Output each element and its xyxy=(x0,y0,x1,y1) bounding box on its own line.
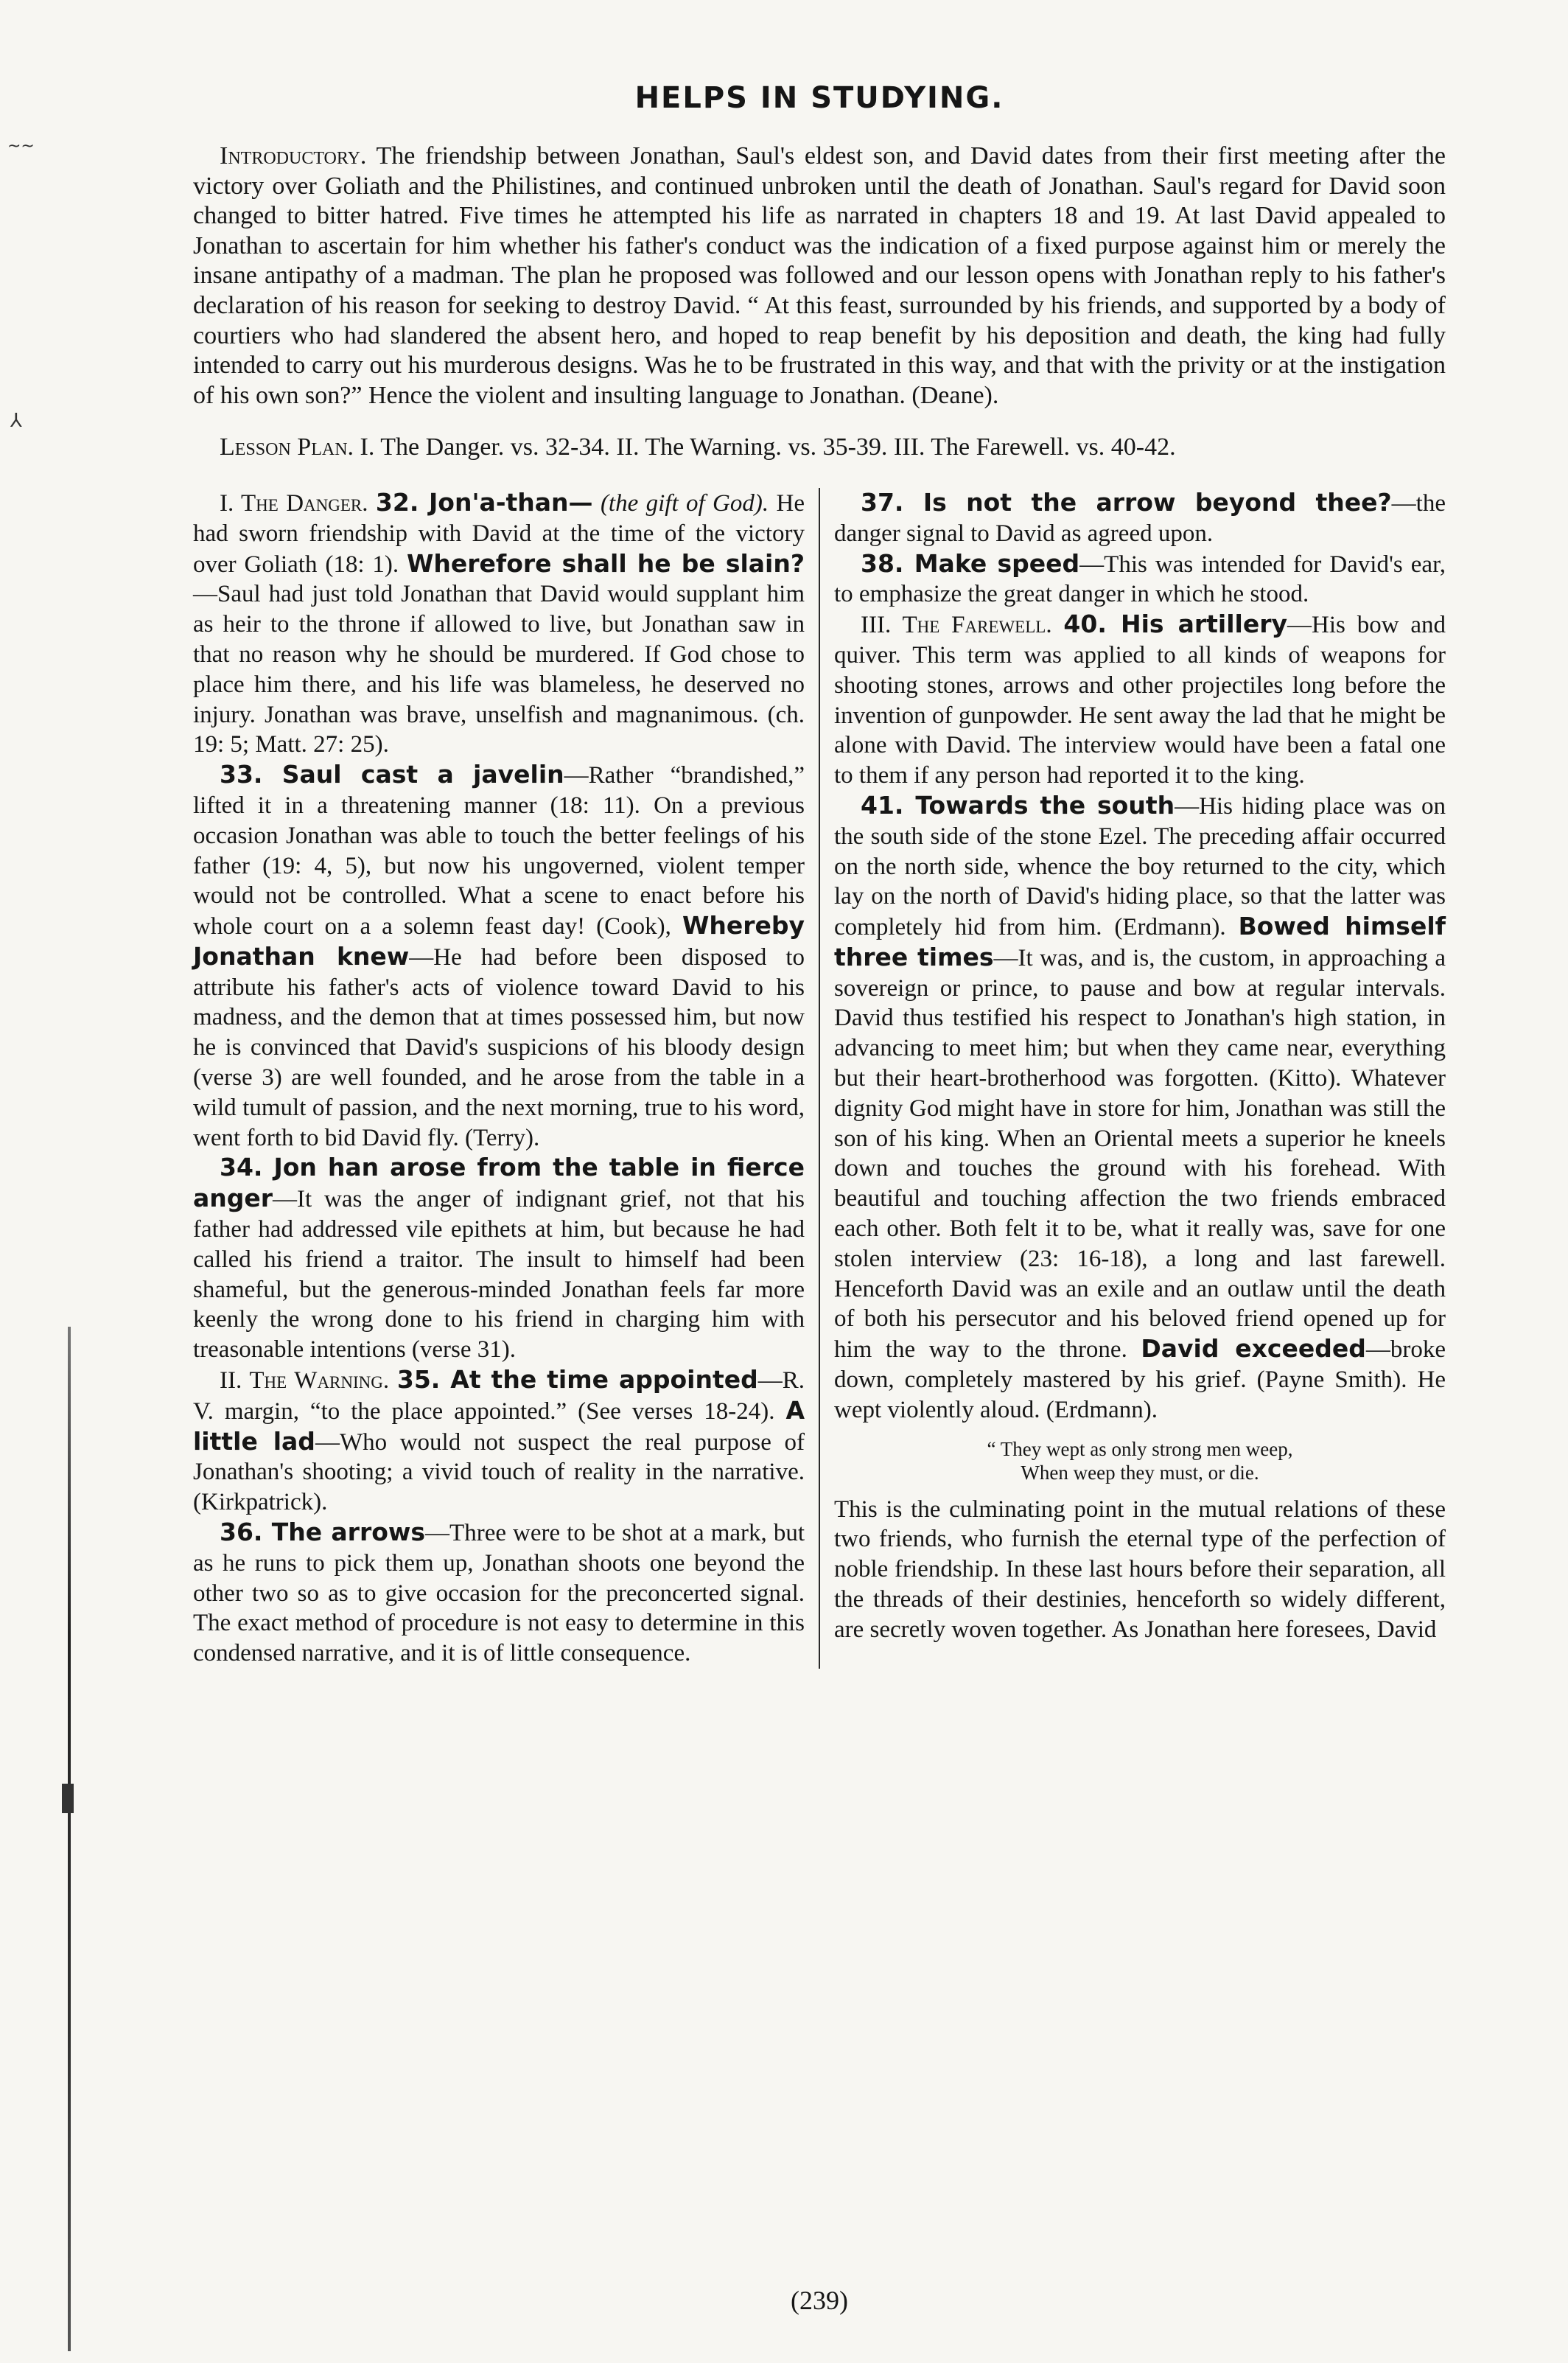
note-text: —Three were to be shot at a mark, but as he runs to pick them up, Jonathan shoots one beyond the other two so as to give occasion for the preconcerted signal. The exact method of procedure is not easy to determine in this condensed narrative, and it is of little consequence. xyxy=(193,1520,805,1667)
headword-slain: Wherefore shall he be slain? xyxy=(406,548,805,578)
poem-line: “ They wept as only strong men weep, xyxy=(987,1437,1293,1460)
note-verse-32 xyxy=(193,488,805,760)
headword-36: 36. The arrows xyxy=(220,1518,426,1547)
headword-exceeded: David exceeded xyxy=(1141,1334,1366,1364)
headword-34: 34. Jon han arose from the table in fierce anger xyxy=(193,1153,805,1213)
note-text: —It was, and is, the custom, in approaching a sovereign or prince, to pause and bow at regular intervals. David thus testified his respect to Jonathan's high station, in advancing to meet him; but when they came near, everything but their heart-brotherhood was forgotten. (Kitto). Whatever dignity God might have in store for him, Jonathan was still the son of his king. When an Oriental meets a superior he kneels down and touches the ground with his forehead. With beautiful and touching affection the two friends embraced each other. Both felt it to be, what it really was, save for one stolen interview (23: 16-18), a long and last farewell. Henceforth David was an exile and an outlaw until the death of both his persecutor and his beloved friend opened up for him the way to the throne. xyxy=(834,944,1446,1364)
lesson-plan-text: I. The Danger. vs. 32-34. II. The Warning. vs. 35-39. III. The Farewell. vs. 40-42. xyxy=(360,433,1176,461)
margin-mark-middle: ⅄ xyxy=(10,410,22,432)
note-text: He had sworn friendship with David at the time of the victory over Goliath (18: 1). xyxy=(193,489,805,578)
note-text: This is the culminating point in the mutual relations of these two friends, who furnish the eternal type of the perfection of noble friendship. In these last hours before their separation, all the threads of their destinies, henceforth so widely different, are secretly woven together. As Jonathan here foresees, David xyxy=(834,1495,1446,1643)
headword-whereby: Whereby Jonathan knew xyxy=(193,911,805,971)
note-text: —His bow and quiver. This term was applied to all kinds of weapons for shooting stones, arrows and other projectiles long before the invention of gunpowder. He sent away the lad that he might be alone with David. The interview would have been a fatal one to them if any person had reported it to the king. xyxy=(834,612,1446,789)
note-verse-37 xyxy=(834,488,1446,549)
note-verse-35 xyxy=(193,1365,805,1518)
note-text: —He had before been disposed to attribute his father's acts of violence toward David to his madness, and the demon that at times possessed him, but now he is convinced that David's suspicions of his bloody design (verse 3) are well founded, and he arose from the table in a wild tumult of passion, and the next morning, true to his word, went forth to bid David fly. (Terry). xyxy=(193,943,805,1151)
introduction-text: The friendship between Jonathan, Saul's eldest son, and David dates from their first meeting after the victory over Goliath and the Philistines, and continued unbroken until the death of Jonathan. Saul's regard for David soon changed to bitter hatred. Five times he attempted his life as narrated in chapters 18 and 19. At last David appealed to Jonathan to ascertain for him whether his father's conduct was the indication of a fixed purpose against him or merely the insane antipathy of a madman. The plan he proposed was followed and our lesson opens with Jonathan reply to his father's declaration of his reason for seeking to destroy David. “ At this feast, surrounded by his friends, and supported by a body of courtiers who had slandered the absent hero, and hoped to reap benefit by his deposition and death, the king had fully intended to carry out his murderous designs. Was he to be frustrated in this way, and that with the privity or at the instigation of his own son?” Hence the violent and insulting language to Jonathan. (Deane). xyxy=(193,142,1446,409)
lesson-plan-label: Lesson Plan. xyxy=(220,433,354,461)
page-header: HELPS IN STUDYING. xyxy=(634,81,1004,115)
introduction-paragraph xyxy=(193,142,1446,411)
section-label-danger: I. The Danger. xyxy=(220,489,368,517)
note-closing xyxy=(834,1495,1446,1645)
headword-bowed: Bowed himself three times xyxy=(834,912,1446,971)
headword-lad: A little lad xyxy=(193,1395,805,1456)
right-column xyxy=(834,488,1446,1669)
introduction-label: Introductory. xyxy=(220,142,367,170)
note-verse-36 xyxy=(193,1518,805,1669)
page-edge-shadow xyxy=(68,1327,71,2351)
note-text: —It was the anger of indignant grief, not that his father had addressed vile epithets at him, but because he had called his friend a traitor. The insult to himself had been shameful, but the generous-minded Jonathan feels far more keenly the wrong done to his friend in charging him with treasonable intentions (verse 31). xyxy=(193,1186,805,1364)
note-text: —His hiding place was on the south side of the stone Ezel. The preceding affair occurred on the north side, whence the boy returned to the city, which lay on the north of David's hiding place, so that the latter was completely hid from him. (Erdmann). xyxy=(834,792,1446,941)
note-text: —broke down, completely mastered by his grief. (Payne Smith). He wept violently aloud. (Erdmann). xyxy=(834,1336,1446,1423)
margin-mark-top: ~~ xyxy=(7,137,35,156)
poem-line: When weep they must, or die. xyxy=(1021,1461,1259,1484)
headword-37: 37. Is not the arrow beyond thee? xyxy=(861,487,1392,517)
section-label-warning: II. The Warning. xyxy=(220,1367,390,1395)
note-verse-33 xyxy=(193,760,805,1153)
headword-41: 41. Towards the south xyxy=(861,790,1175,820)
headword-33: 33. Saul cast a javelin xyxy=(220,760,564,789)
gloss-italic: (the gift of God). xyxy=(600,489,769,517)
note-text: —Who would not suspect the real purpose of Jonathan's shooting; a vivid touch of reality in the narrative. (Kirkpatrick). xyxy=(193,1428,805,1516)
page xyxy=(193,81,1446,2315)
note-text: —R. V. margin, “to the place appointed.” (See verses 18-24). xyxy=(193,1367,805,1425)
two-column-notes xyxy=(193,488,1446,1669)
note-verse-40 xyxy=(834,610,1446,791)
page-edge-mark xyxy=(62,1784,74,1813)
left-column xyxy=(193,488,805,1669)
note-verse-34 xyxy=(193,1153,805,1365)
note-text: —Rather “brandished,” lifted it in a threatening manner (18: 11). On a previous occasion Jonathan was able to touch the better feelings of his father (19: 4, 5), but now his ungoverned, violent temper would not be controlled. What a scene to enact before his whole court on a a solemn feast day! (Cook), xyxy=(193,762,805,940)
note-text: —Saul had just told Jonathan that David would supplant him as heir to the throne if allowed to live, but Jonathan saw in that no reason why he should be murdered. If God chose to place him there, and his life was blameless, he deserved no injury. Jonathan was brave, unselfish and magnanimous. (ch. 19: 5; Matt. 27: 25). xyxy=(193,581,805,758)
headword-35: 35. At the time appointed xyxy=(396,1365,758,1395)
poem-quote xyxy=(834,1437,1446,1484)
page-number: (239) xyxy=(791,2286,848,2315)
lesson-plan xyxy=(193,433,1446,463)
note-text: —This was intended for David's ear, to emphasize the great danger in which he stood. xyxy=(834,551,1446,608)
headword-32: 32. Jon'a-than— xyxy=(375,487,593,517)
column-divider xyxy=(819,488,820,1669)
note-verse-41 xyxy=(834,791,1446,1425)
headword-38: 38. Make speed xyxy=(861,548,1080,578)
section-label-farewell: III. The Farewell. xyxy=(861,612,1052,639)
note-verse-38 xyxy=(834,549,1446,610)
headword-40: 40. His artillery xyxy=(1063,610,1288,639)
note-text: —the danger signal to David as agreed upon. xyxy=(834,489,1446,547)
